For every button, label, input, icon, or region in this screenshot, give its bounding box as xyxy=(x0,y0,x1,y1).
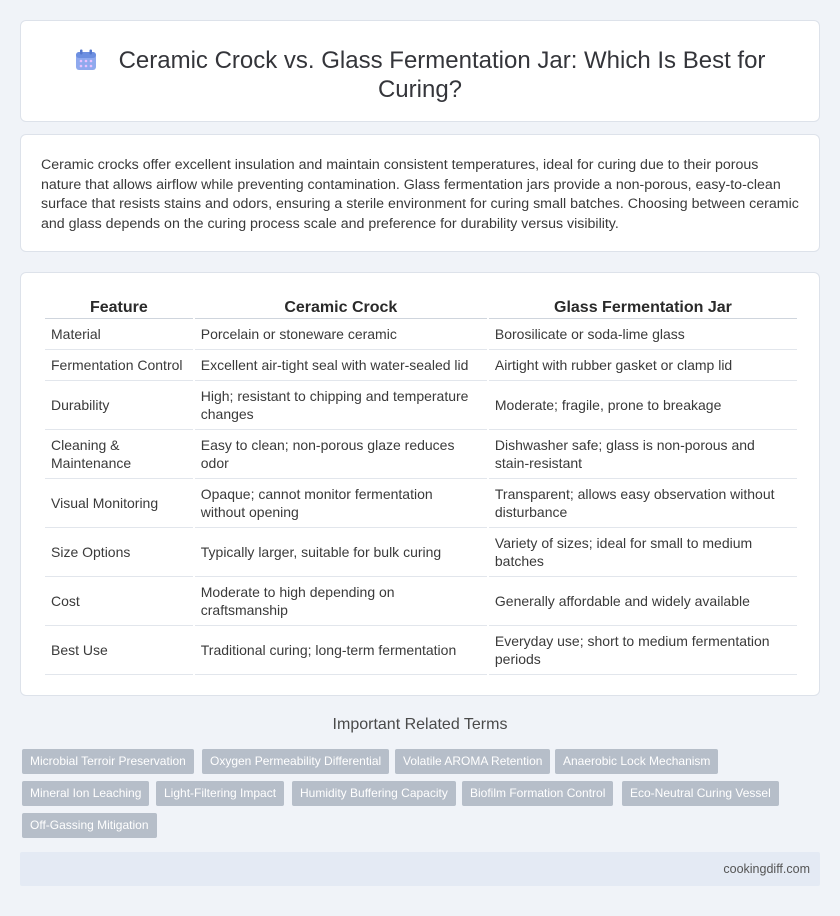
ceramic-cell: Moderate to high depending on craftsmanship xyxy=(195,577,487,626)
ceramic-cell: High; resistant to chipping and temperature changes xyxy=(195,381,487,430)
column-header-feature: Feature xyxy=(45,295,193,319)
table-row xyxy=(45,479,797,528)
related-term-tag[interactable]: Light-Filtering Impact xyxy=(156,781,284,806)
table-row xyxy=(45,528,797,577)
ceramic-cell: Opaque; cannot monitor fermentation without opening xyxy=(195,479,487,528)
glass-cell: Generally affordable and widely available xyxy=(489,577,797,626)
feature-cell: Best Use xyxy=(45,626,193,675)
table-header-row xyxy=(45,295,797,319)
related-term-tag[interactable]: Mineral Ion Leaching xyxy=(22,781,149,806)
table-row xyxy=(45,430,797,479)
related-term-tag[interactable]: Anaerobic Lock Mechanism xyxy=(555,749,718,774)
feature-cell: Cleaning & Maintenance xyxy=(45,430,193,479)
glass-cell: Borosilicate or soda-lime glass xyxy=(489,319,797,350)
intro-card xyxy=(20,134,820,252)
title-line-2: Curing? xyxy=(377,76,463,103)
comparison-table xyxy=(43,295,799,675)
ceramic-cell: Typically larger, suitable for bulk curing xyxy=(195,528,487,577)
ceramic-cell: Easy to clean; non-porous glaze reduces odor xyxy=(195,430,487,479)
column-header-ceramic: Ceramic Crock xyxy=(195,295,487,319)
glass-cell: Dishwasher safe; glass is non-porous and stain-resistant xyxy=(489,430,797,479)
ceramic-cell: Porcelain or stoneware ceramic xyxy=(195,319,487,350)
related-term-tag[interactable]: Volatile AROMA Retention xyxy=(395,749,550,774)
feature-cell: Cost xyxy=(45,577,193,626)
feature-cell: Size Options xyxy=(45,528,193,577)
table-row xyxy=(45,350,797,381)
related-term-tag[interactable]: Biofilm Formation Control xyxy=(462,781,613,806)
glass-cell: Everyday use; short to medium fermentation periods xyxy=(489,626,797,675)
footer-site-link[interactable]: cookingdiff.com xyxy=(723,862,810,876)
related-term-tag[interactable]: Microbial Terroir Preservation xyxy=(22,749,194,774)
related-term-tag[interactable]: Off-Gassing Mitigation xyxy=(22,813,157,838)
glass-cell: Moderate; fragile, prone to breakage xyxy=(489,381,797,430)
title-line-1: Ceramic Crock vs. Glass Fermentation Jar: Which Is Best for xyxy=(118,47,766,74)
feature-cell: Fermentation Control xyxy=(45,350,193,381)
page-title xyxy=(21,21,819,104)
feature-cell: Durability xyxy=(45,381,193,430)
ceramic-cell: Excellent air-tight seal with water-sealed lid xyxy=(195,350,487,381)
related-term-tag[interactable]: Eco-Neutral Curing Vessel xyxy=(622,781,779,806)
feature-cell: Visual Monitoring xyxy=(45,479,193,528)
feature-cell: Material xyxy=(45,319,193,350)
glass-cell: Transparent; allows easy observation without disturbance xyxy=(489,479,797,528)
table-row xyxy=(45,626,797,675)
calendar-icon xyxy=(75,49,97,71)
title-card xyxy=(20,20,820,122)
intro-text: Ceramic crocks offer excellent insulation and maintain consistent temperatures, ideal for curing due to their porous nature that allows airflow while preventing contamination. Glass fermentation jars provide a non-porous, easy-to-clean surface that resists stains and odors, ensuring a sterile environment for curing small batches. Choosing between ceramic and glass depends on the curing process scale and preference for durability versus visibility. xyxy=(41,157,799,232)
table-row xyxy=(45,577,797,626)
footer xyxy=(20,852,820,886)
related-term-tag[interactable]: Oxygen Permeability Differential xyxy=(202,749,389,774)
glass-cell: Variety of sizes; ideal for small to medium batches xyxy=(489,528,797,577)
table-row xyxy=(45,381,797,430)
comparison-card xyxy=(20,272,820,696)
related-term-tag[interactable]: Humidity Buffering Capacity xyxy=(292,781,456,806)
table-row xyxy=(45,319,797,350)
column-header-glass: Glass Fermentation Jar xyxy=(489,295,797,319)
related-terms-title: Important Related Terms xyxy=(332,716,508,733)
glass-cell: Airtight with rubber gasket or clamp lid xyxy=(489,350,797,381)
ceramic-cell: Traditional curing; long-term fermentation xyxy=(195,626,487,675)
